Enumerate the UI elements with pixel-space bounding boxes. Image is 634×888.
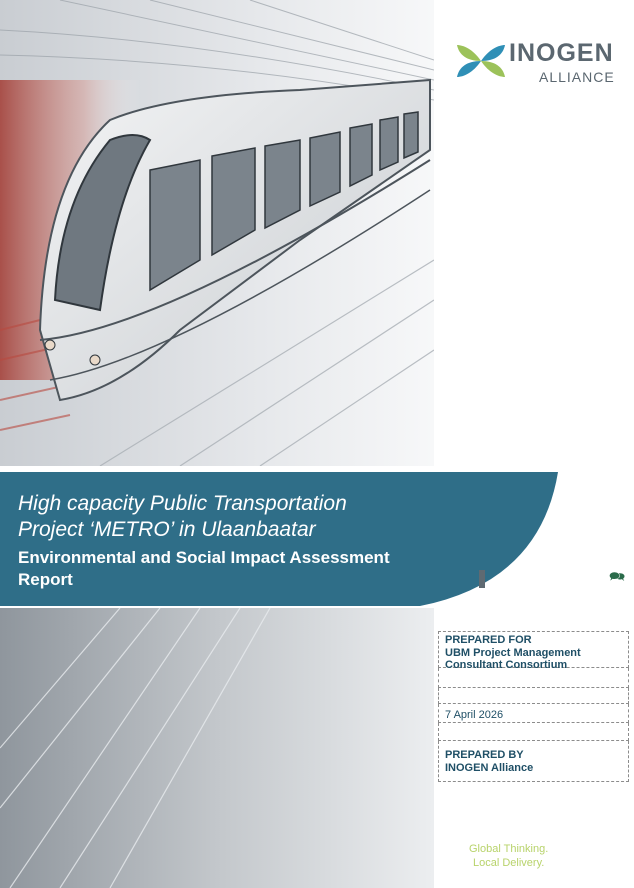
inogen-leaf-icon bbox=[455, 35, 507, 87]
report-title-line1: High capacity Public Transportation bbox=[18, 492, 347, 515]
light-streaks-icon bbox=[0, 608, 434, 888]
prepared-for-line1: UBM Project Management bbox=[445, 646, 581, 659]
prepared-for-line2: Consultant Consortium bbox=[445, 659, 568, 671]
tagline-line2: Local Delivery. bbox=[473, 857, 545, 869]
prepared-by-value: INOGEN Alliance bbox=[445, 762, 534, 774]
train-icon bbox=[0, 0, 434, 466]
tagline bbox=[469, 842, 548, 870]
prepared-for-heading: PREPARED FOR bbox=[445, 634, 532, 646]
logo-name: INOGEN bbox=[509, 39, 614, 67]
cover-photo bbox=[0, 0, 434, 466]
text-cursor-marker bbox=[479, 570, 485, 588]
prepared-for-cell bbox=[438, 631, 629, 671]
report-title bbox=[18, 491, 458, 543]
info-table bbox=[438, 631, 629, 782]
logo-sub: ALLIANCE bbox=[539, 69, 615, 85]
report-subtitle bbox=[18, 547, 458, 591]
cover-photo-lower bbox=[0, 608, 434, 888]
prepared-by-heading: PREPARED BY bbox=[445, 749, 524, 761]
report-subtitle-line2: Report bbox=[18, 570, 73, 589]
tagline-line1: Global Thinking. bbox=[469, 843, 549, 855]
prepared-by-cell bbox=[438, 741, 629, 782]
report-subtitle-line1: Environmental and Social Impact Assessment bbox=[18, 548, 390, 567]
report-title-line2: Project ‘METRO’ in Ulaanbaatar bbox=[18, 518, 316, 541]
empty-cell bbox=[438, 688, 629, 704]
report-date: 7 April 2026 bbox=[445, 709, 504, 721]
inogen-logo bbox=[455, 33, 620, 89]
date-cell bbox=[438, 704, 629, 723]
comment-icon[interactable]: 🗪 bbox=[609, 569, 626, 584]
empty-cell bbox=[438, 723, 629, 741]
